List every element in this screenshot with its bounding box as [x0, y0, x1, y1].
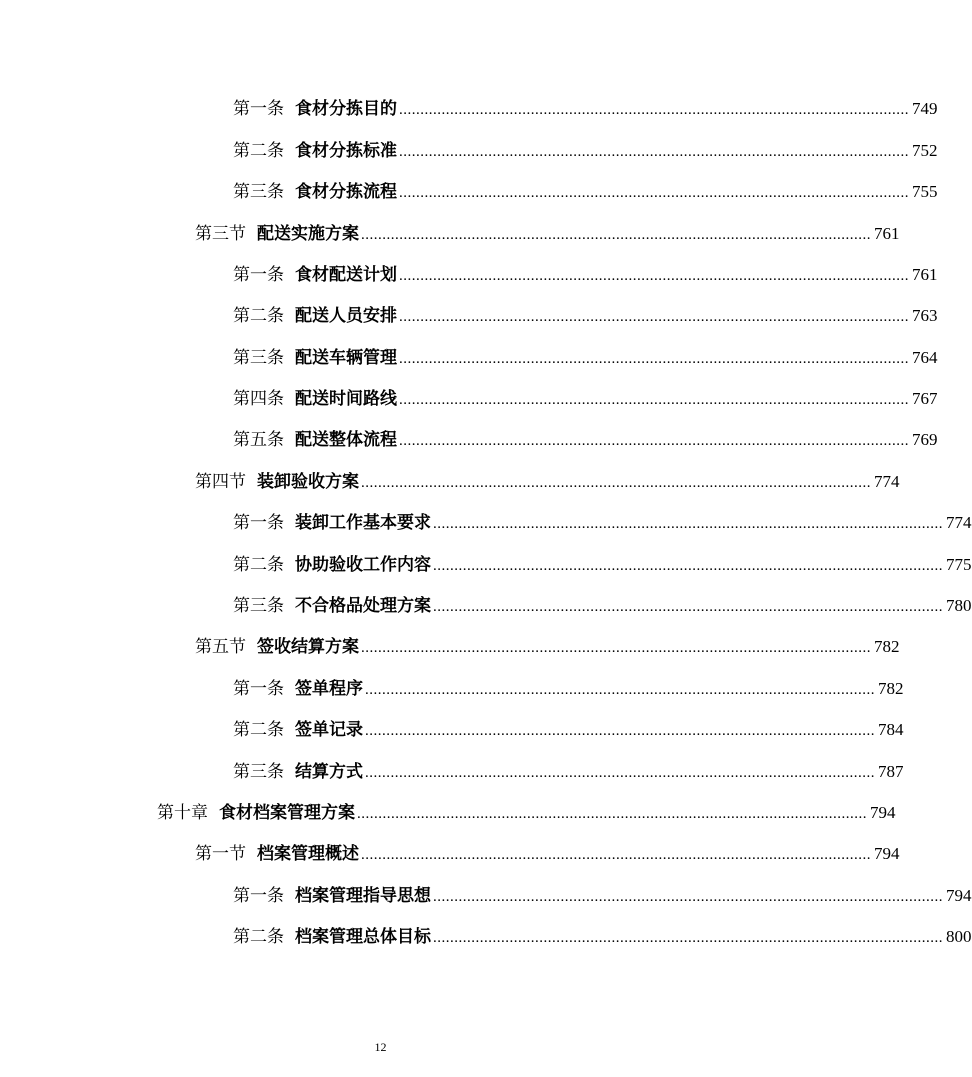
toc-entry-page: 775 [946, 555, 972, 574]
toc-entry-page: 767 [912, 389, 938, 408]
toc-entry-page: 761 [874, 224, 900, 243]
toc-entry-page: 794 [874, 844, 900, 863]
toc-entry-number: 第二条 [233, 306, 284, 326]
toc-entry[interactable] [233, 385, 938, 413]
toc-entry-number: 第二条 [233, 720, 284, 740]
toc-entry-number: 第三条 [233, 182, 284, 202]
toc-entry-title: 签单记录 [295, 720, 363, 740]
toc-leader-dots: ........................................................................................................................ [399, 102, 909, 118]
toc-entry-number: 第二条 [233, 141, 284, 161]
toc-entry[interactable] [233, 302, 938, 330]
toc-leader-dots: ........................................................................................................................ [399, 309, 909, 325]
toc-entry[interactable] [233, 716, 904, 744]
toc-leader-dots: ........................................................................................................................ [365, 723, 875, 739]
toc-entry-page: 780 [946, 596, 972, 615]
toc-entry-page: 764 [912, 348, 938, 367]
toc-leader-dots: ........................................................................................................................ [433, 516, 943, 532]
toc-entry-page: 782 [878, 679, 904, 698]
toc-entry-number: 第一条 [233, 886, 284, 906]
toc-entry[interactable] [233, 758, 904, 786]
toc-entry-page: 755 [912, 182, 938, 201]
toc-entry-title: 档案管理概述 [257, 844, 359, 864]
toc-entry[interactable] [195, 220, 900, 248]
toc-entry-title: 食材档案管理方案 [219, 803, 355, 823]
toc-entry-page: 782 [874, 637, 900, 656]
toc-entry[interactable] [195, 633, 900, 661]
toc-entry-page: 763 [912, 306, 938, 325]
toc-entry-number: 第一条 [233, 513, 284, 533]
toc-entry-number: 第一条 [233, 679, 284, 699]
toc-entry-page: 787 [878, 762, 904, 781]
toc-entry-number: 第五节 [195, 637, 246, 657]
toc-entry[interactable] [233, 882, 972, 910]
toc-entry[interactable] [233, 509, 972, 537]
page-number: 12 [374, 1040, 387, 1054]
toc-entry-title: 食材分拣标准 [295, 141, 397, 161]
toc-entry-title: 配送实施方案 [257, 224, 359, 244]
toc-entry-title: 不合格品处理方案 [295, 596, 431, 616]
toc-entry[interactable] [157, 799, 896, 827]
toc-entry-title: 装卸工作基本要求 [295, 513, 431, 533]
toc-entry-title: 配送人员安排 [295, 306, 397, 326]
toc-entry-title: 签单程序 [295, 679, 363, 699]
toc-entry-title: 档案管理指导思想 [295, 886, 431, 906]
toc-entry-page: 761 [912, 265, 938, 284]
toc-entry-title: 档案管理总体目标 [295, 927, 431, 947]
toc-entry-number: 第三条 [233, 762, 284, 782]
toc-leader-dots: ........................................................................................................................ [399, 185, 909, 201]
toc-leader-dots: ........................................................................................................................ [399, 268, 909, 284]
toc-leader-dots: ........................................................................................................................ [433, 599, 943, 615]
toc-leader-dots: ........................................................................................................................ [361, 847, 871, 863]
toc-entry[interactable] [195, 468, 900, 496]
toc-entry-page: 774 [874, 472, 900, 491]
toc-leader-dots: ........................................................................................................................ [433, 930, 943, 946]
toc-leader-dots: ........................................................................................................................ [357, 806, 867, 822]
toc-entry-title: 签收结算方案 [257, 637, 359, 657]
toc-entry[interactable] [233, 137, 938, 165]
toc-entry-page: 749 [912, 99, 938, 118]
toc-entry-page: 769 [912, 430, 938, 449]
toc-entry[interactable] [233, 923, 972, 951]
toc-entry-number: 第三节 [195, 224, 246, 244]
toc-entry-number: 第一条 [233, 265, 284, 285]
toc-entry-page: 774 [946, 513, 972, 532]
toc-entry[interactable] [233, 592, 972, 620]
toc-entry[interactable] [233, 551, 972, 579]
toc-entry-number: 第二条 [233, 555, 284, 575]
toc-leader-dots: ........................................................................................................................ [433, 558, 943, 574]
toc-entry-number: 第二条 [233, 927, 284, 947]
toc-entry-page: 800 [946, 927, 972, 946]
toc-entry-title: 食材配送计划 [295, 265, 397, 285]
toc-entry-title: 结算方式 [295, 762, 363, 782]
toc-leader-dots: ........................................................................................................................ [399, 433, 909, 449]
toc-leader-dots: ........................................................................................................................ [361, 640, 871, 656]
toc-leader-dots: ........................................................................................................................ [433, 889, 943, 905]
toc-leader-dots: ........................................................................................................................ [399, 144, 909, 160]
toc-entry[interactable] [233, 675, 904, 703]
toc-entry-number: 第十章 [157, 803, 208, 823]
toc-entry[interactable] [233, 95, 938, 123]
toc-leader-dots: ........................................................................................................................ [399, 392, 909, 408]
toc-entry-title: 配送车辆管理 [295, 348, 397, 368]
toc-entry-number: 第一条 [233, 99, 284, 119]
toc-entry[interactable] [233, 261, 938, 289]
toc-entry-number: 第三条 [233, 596, 284, 616]
toc-entry-page: 784 [878, 720, 904, 739]
toc-leader-dots: ........................................................................................................................ [361, 475, 871, 491]
toc-entry-page: 752 [912, 141, 938, 160]
toc-entry[interactable] [195, 840, 900, 868]
toc-entry-title: 配送整体流程 [295, 430, 397, 450]
toc-entry-page: 794 [946, 886, 972, 905]
toc-entry-number: 第五条 [233, 430, 284, 450]
toc-entry-title: 配送时间路线 [295, 389, 397, 409]
toc-entry-title: 食材分拣目的 [295, 99, 397, 119]
toc-entry-title: 协助验收工作内容 [295, 555, 431, 575]
toc-entry-page: 794 [870, 803, 896, 822]
toc-leader-dots: ........................................................................................................................ [365, 682, 875, 698]
toc-entry-number: 第四节 [195, 472, 246, 492]
toc-entry[interactable] [233, 344, 938, 372]
toc-entry-number: 第一节 [195, 844, 246, 864]
toc-leader-dots: ........................................................................................................................ [361, 227, 871, 243]
toc-entry[interactable] [233, 426, 938, 454]
toc-entry-number: 第四条 [233, 389, 284, 409]
toc-entry-number: 第三条 [233, 348, 284, 368]
toc-leader-dots: ........................................................................................................................ [365, 765, 875, 781]
toc-entry[interactable] [233, 178, 938, 206]
toc-entry-title: 装卸验收方案 [257, 472, 359, 492]
toc-entry-title: 食材分拣流程 [295, 182, 397, 202]
toc-leader-dots: ........................................................................................................................ [399, 351, 909, 367]
